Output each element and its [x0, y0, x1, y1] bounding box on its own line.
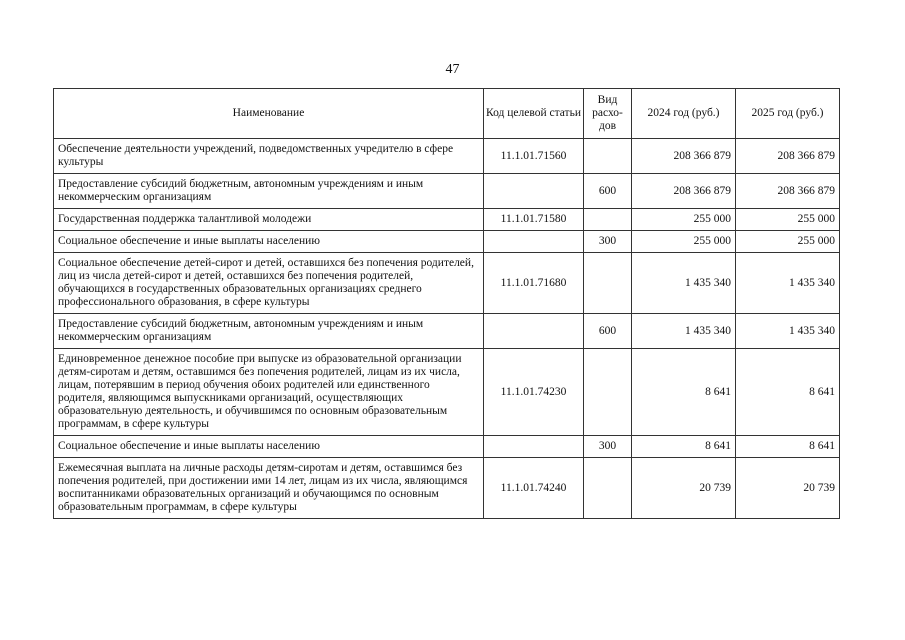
row-code: 11.1.01.71580 — [484, 209, 584, 231]
header-code: Код целевой статьи — [484, 89, 584, 139]
table-header-row — [54, 89, 840, 139]
table-row — [54, 314, 840, 349]
row-name: Ежемесячная выплата на личные расходы детям-сиротам и детям, оставшимся без попечения родителей, при достижении ими 14 лет, лицам из их числа, являющимся воспитанниками образовательных организаций и обучающимся по основным образовательным программам, в сфере культуры — [54, 458, 484, 519]
row-code — [484, 174, 584, 209]
row-name: Социальное обеспечение детей-сирот и детей, оставшихся без попечения родителей, лиц из числа детей-сирот и детей, оставшихся без попечения родителей, обучающихся в государственных образовательных организациях среднего профессионального образования, в сфере культуры — [54, 253, 484, 314]
table-row — [54, 458, 840, 519]
table-row — [54, 253, 840, 314]
row-2024: 8 641 — [632, 436, 736, 458]
row-name: Социальное обеспечение и иные выплаты населению — [54, 436, 484, 458]
row-2024: 208 366 879 — [632, 174, 736, 209]
row-name: Предоставление субсидий бюджетным, автономным учреждениям и иным некоммерческим организациям — [54, 174, 484, 209]
table-row — [54, 349, 840, 436]
table-row — [54, 231, 840, 253]
row-kind: 600 — [584, 174, 632, 209]
table-row — [54, 209, 840, 231]
row-2025: 8 641 — [736, 349, 840, 436]
row-code: 11.1.01.71560 — [484, 139, 584, 174]
table-row — [54, 174, 840, 209]
row-code: 11.1.01.74240 — [484, 458, 584, 519]
row-2025: 208 366 879 — [736, 139, 840, 174]
row-code — [484, 231, 584, 253]
row-2024: 20 739 — [632, 458, 736, 519]
row-2024: 255 000 — [632, 209, 736, 231]
row-kind — [584, 209, 632, 231]
row-code: 11.1.01.74230 — [484, 349, 584, 436]
row-kind: 600 — [584, 314, 632, 349]
row-2025: 8 641 — [736, 436, 840, 458]
row-kind — [584, 349, 632, 436]
row-2024: 1 435 340 — [632, 253, 736, 314]
row-name: Обеспечение деятельности учреждений, подведомственных учредителю в сфере культуры — [54, 139, 484, 174]
row-2024: 8 641 — [632, 349, 736, 436]
row-2025: 20 739 — [736, 458, 840, 519]
budget-table — [53, 88, 840, 519]
row-2024: 208 366 879 — [632, 139, 736, 174]
header-kind: Вид расхо-дов — [584, 89, 632, 139]
row-kind: 300 — [584, 436, 632, 458]
row-2025: 255 000 — [736, 209, 840, 231]
row-kind — [584, 458, 632, 519]
table-row — [54, 436, 840, 458]
row-name: Социальное обеспечение и иные выплаты населению — [54, 231, 484, 253]
row-2025: 1 435 340 — [736, 253, 840, 314]
row-2024: 255 000 — [632, 231, 736, 253]
row-2025: 208 366 879 — [736, 174, 840, 209]
header-2024: 2024 год (руб.) — [632, 89, 736, 139]
header-2025: 2025 год (руб.) — [736, 89, 840, 139]
row-kind — [584, 139, 632, 174]
header-name: Наименование — [54, 89, 484, 139]
row-2025: 1 435 340 — [736, 314, 840, 349]
row-kind: 300 — [584, 231, 632, 253]
row-name: Государственная поддержка талантливой молодежи — [54, 209, 484, 231]
row-kind — [584, 253, 632, 314]
row-name: Единовременное денежное пособие при выпуске из образовательной организации детям-сиротам и детям, оставшимся без попечения родителей, лицам из их числа, лицам, потерявшим в период обучения обоих родителей или единственного родителя, являющимся выпускниками организаций, осуществляющих образовательную деятельность, и обучившимся по основным образовательным программам, в сфере культуры — [54, 349, 484, 436]
row-code: 11.1.01.71680 — [484, 253, 584, 314]
row-code — [484, 314, 584, 349]
table-row — [54, 139, 840, 174]
row-code — [484, 436, 584, 458]
row-2025: 255 000 — [736, 231, 840, 253]
row-2024: 1 435 340 — [632, 314, 736, 349]
row-name: Предоставление субсидий бюджетным, автономным учреждениям и иным некоммерческим организациям — [54, 314, 484, 349]
page-number: 47 — [445, 62, 460, 77]
